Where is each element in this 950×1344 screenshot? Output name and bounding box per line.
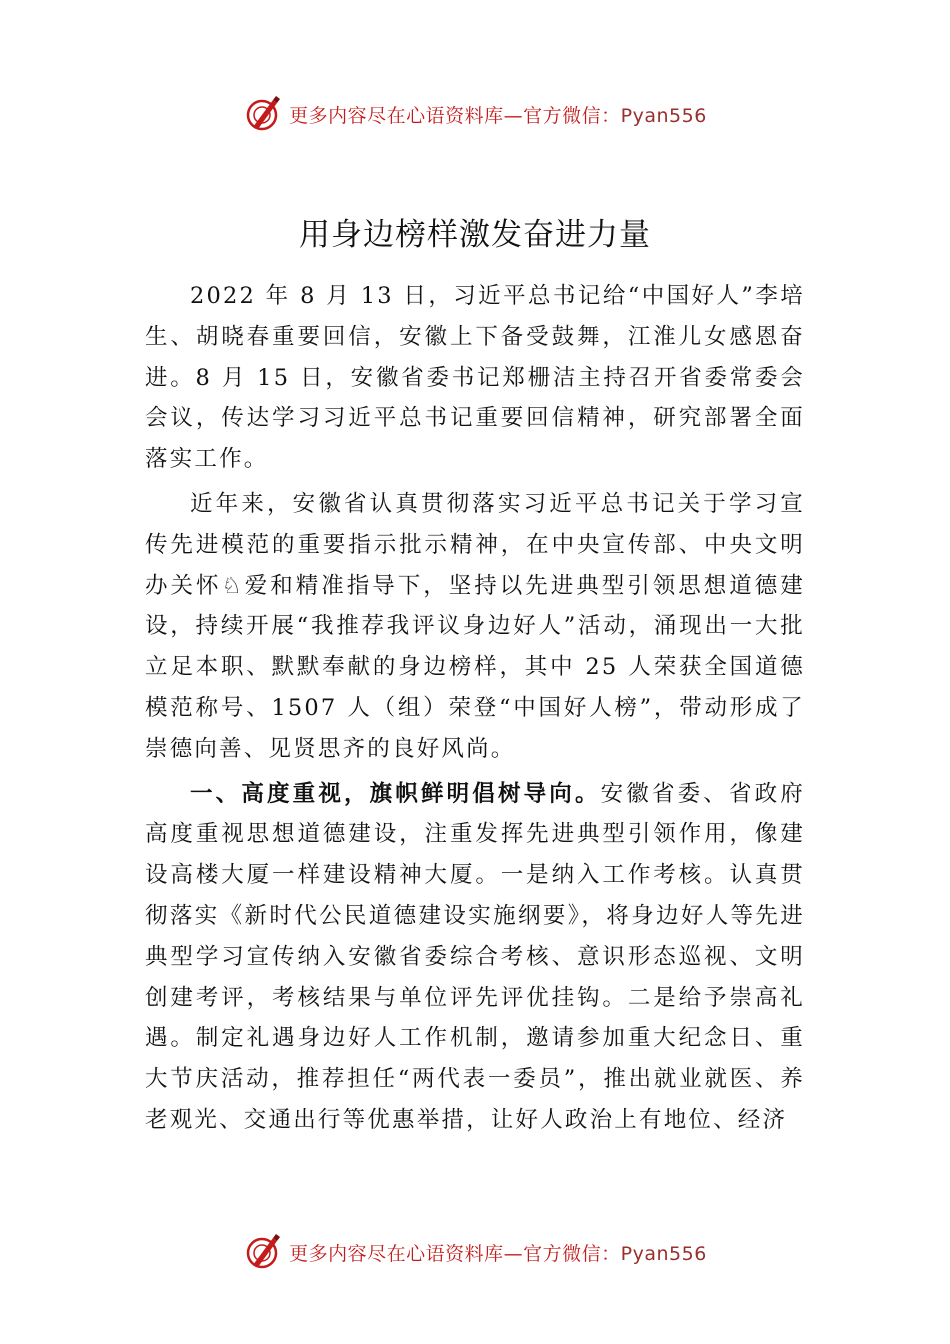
wechat-id: Pyan556 [620, 104, 707, 127]
banner-label: 更多内容尽在心语资料库—官方微信： [289, 1242, 621, 1265]
pen-logo-icon [243, 1232, 283, 1272]
banner-text [289, 1239, 707, 1266]
paragraph-text: 安徽省委、省政府高度重视思想道德建设，注重发挥先进典型引领作用，像建设高楼大厦一样建设精神大厦。一是纳入工作考核。认真贯彻落实《新时代公民道德建设实施纲要》，将身边好人等先进典型学习宣传纳入安徽省委综合考核、意识形态巡视、文明创建考评，考核结果与单位评先评优挂钩。二是给予崇高礼遇。制定礼遇身边好人工作机制，邀请参加重大纪念日、重大节庆活动，推荐担任“两代表一委员”，推出就业就医、养老观光、交通出行等优惠举措，让好人政治上有地位、经济 [145, 780, 805, 1133]
paragraph-text: 2022 年 8 月 13 日，习近平总书记给“中国好人”李培生、胡晓春重要回信，安徽上下备受鼓舞，江淮儿女感恩奋进。8 月 15 日，安徽省委书记郑栅洁主持召开省委常委会会议，传达学习习近平总书记重要回信精神，研究部署全面落实工作。 [145, 283, 805, 473]
wechat-id: Pyan556 [620, 1242, 707, 1265]
banner-text [289, 101, 707, 128]
paragraph-3 [145, 774, 805, 1141]
paragraph-2 [145, 484, 805, 770]
document-body [145, 276, 805, 1145]
document-title: 用身边榜样激发奋进力量 [299, 216, 651, 253]
pen-logo-icon [243, 94, 283, 134]
footer-banner [0, 1230, 950, 1274]
header-banner [0, 92, 950, 136]
paragraph-text: 近年来，安徽省认真贯彻落实习近平总书记关于学习宣传先进模范的重要指示批示精神，在中央宣传部、中央文明办关怀♘爱和精准指导下，坚持以先进典型引领思想道德建设，持续开展“我推荐我评议身边好人”活动，涌现出一大批立足本职、默默奉献的身边榜样，其中 25 人荣获全国道德模范称号、1507 人（组）荣登“中国好人榜”，带动形成了崇德向善、见贤思齐的良好风尚。 [145, 490, 805, 762]
section-heading: 一、高度重视，旗帜鲜明倡树导向。 [190, 780, 601, 807]
paragraph-1 [145, 276, 805, 480]
banner-label: 更多内容尽在心语资料库—官方微信： [289, 104, 621, 127]
